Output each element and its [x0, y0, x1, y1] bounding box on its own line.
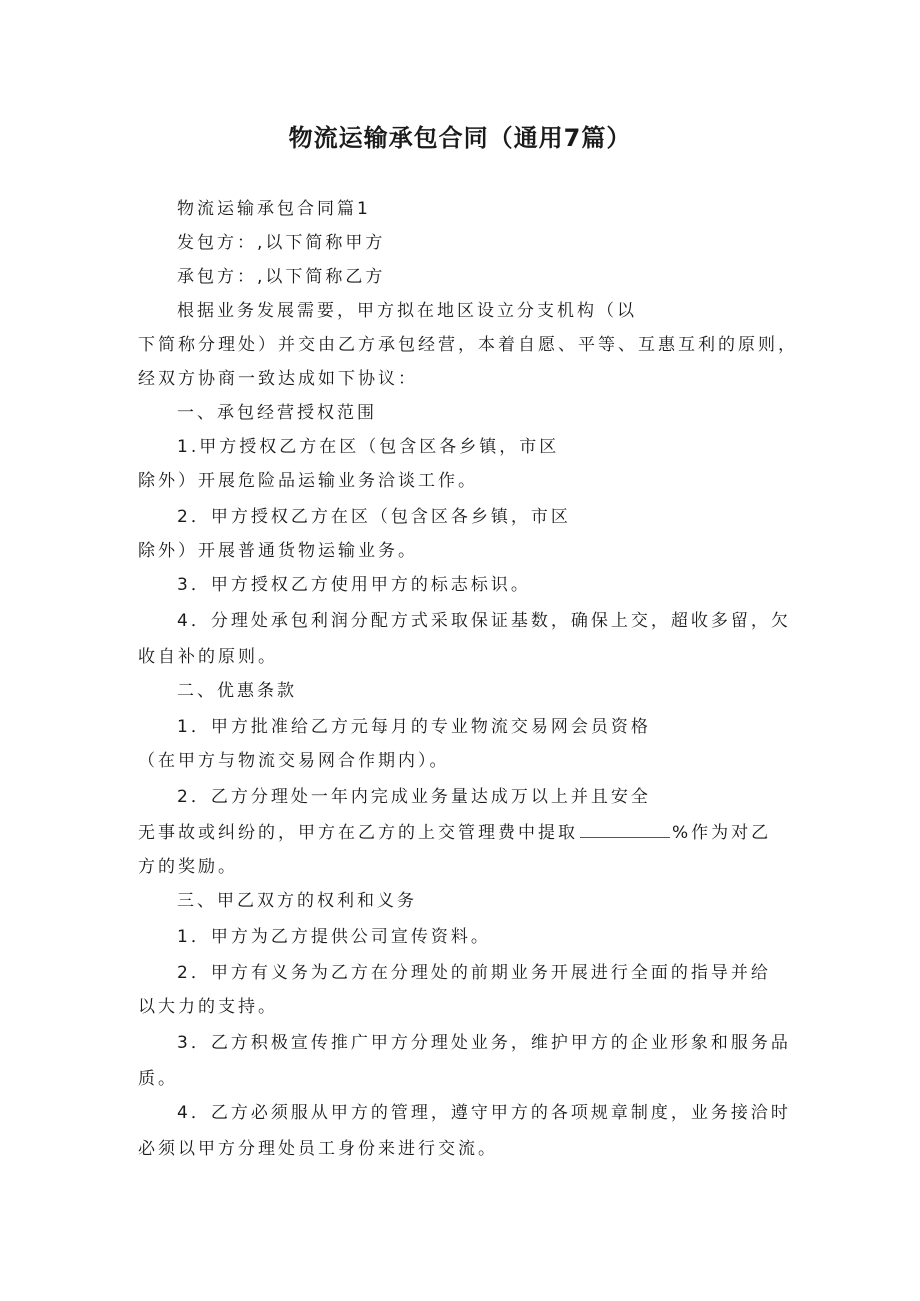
paragraph-line: 4．分理处承包利润分配方式采取保证基数，确保上交，超收多留，欠 — [177, 611, 791, 631]
clause-heading: 三、甲乙双方的权利和义务 — [177, 891, 417, 911]
paragraph-line: 承包方：,以下简称乙方 — [177, 267, 386, 287]
paragraph-line: 1.甲方授权乙方在区（包含区各乡镇，市区 — [177, 437, 560, 457]
paragraph-line: 2．甲方授权乙方在区（包含区各乡镇，市区 — [177, 507, 571, 527]
paragraph-line: 除外）开展普通货物运输业务。 — [138, 541, 418, 561]
paragraph-line: 2．甲方有义务为乙方在分理处的前期业务开展进行全面的指导并给 — [177, 963, 771, 983]
paragraph-line-with-blank — [138, 820, 798, 846]
section-heading: 物流运输承包合同篇1 — [177, 199, 371, 219]
paragraph-text: %作为对乙 — [672, 823, 772, 843]
paragraph-line: 除外）开展危险品运输业务洽谈工作。 — [138, 471, 478, 491]
paragraph-line: 下简称分理处）并交由乙方承包经营，本着自愿、平等、互惠互利的原则， — [138, 335, 798, 355]
paragraph-line: 2．乙方分理处一年内完成业务量达成万以上并且安全 — [177, 787, 651, 807]
paragraph-line: 收自补的原则。 — [138, 647, 278, 667]
paragraph-line: 3．乙方积极宣传推广甲方分理处业务，维护甲方的企业形象和服务品 — [177, 1033, 791, 1053]
paragraph-line: 以大力的支持。 — [138, 997, 278, 1017]
clause-heading: 一、承包经营授权范围 — [177, 403, 377, 423]
document-title: 物流运输承包合同（通用7篇） — [288, 124, 632, 152]
paragraph-line: 质。 — [138, 1069, 178, 1089]
paragraph-line: 4．乙方必须服从甲方的管理，遵守甲方的各项规章制度，业务接洽时 — [177, 1103, 791, 1123]
paragraph-line: 1．甲方为乙方提供公司宣传资料。 — [177, 927, 491, 947]
fill-in-blank — [580, 823, 670, 838]
paragraph-text: 无事故或纠纷的，甲方在乙方的上交管理费中提取 — [138, 823, 578, 843]
clause-heading: 二、优惠条款 — [177, 681, 297, 701]
paragraph-line: 必须以甲方分理处员工身份来进行交流。 — [138, 1139, 498, 1159]
paragraph-line: 经双方协商一致达成如下协议： — [138, 369, 418, 389]
paragraph-line: 3．甲方授权乙方使用甲方的标志标识。 — [177, 575, 531, 595]
paragraph-line: （在甲方与物流交易网合作期内）。 — [138, 751, 450, 771]
paragraph-line: 根据业务发展需要，甲方拟在地区设立分支机构（以 — [177, 301, 637, 321]
paragraph-line: 发包方：,以下简称甲方 — [177, 233, 386, 253]
paragraph-line: 1．甲方批准给乙方元每月的专业物流交易网会员资格 — [177, 717, 651, 737]
paragraph-line: 方的奖励。 — [138, 857, 238, 877]
